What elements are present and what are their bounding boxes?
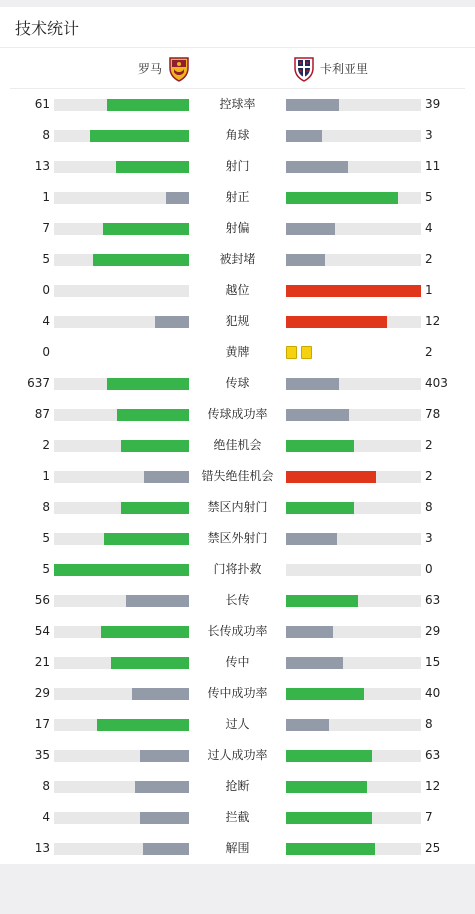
away-bar-track: [286, 595, 421, 607]
away-bar-track: [286, 254, 421, 266]
stat-label: 抢断: [225, 779, 250, 793]
home-bar-fill: [111, 657, 189, 669]
home-bar-track: [54, 595, 189, 607]
home-bar-track: [54, 130, 189, 142]
away-bar-track: [286, 812, 421, 824]
stat-label: 拦截: [225, 810, 250, 824]
home-bar-fill: [166, 192, 189, 204]
away-bar-track: [286, 440, 421, 452]
stat-label: 绝佳机会: [213, 438, 262, 452]
yellow-cards: [286, 346, 312, 359]
home-bar-track: [54, 812, 189, 824]
away-bar-track: [286, 502, 421, 514]
away-value: 15: [425, 655, 441, 669]
home-value: 5: [42, 252, 50, 266]
stat-row: [0, 151, 475, 182]
away-bar-track: [286, 192, 421, 204]
home-value: 13: [34, 159, 50, 173]
away-bar-track: [286, 130, 421, 142]
home-bar-fill: [135, 781, 189, 793]
home-value: 35: [34, 748, 50, 762]
away-value: 25: [425, 841, 441, 855]
stat-row: [0, 244, 475, 275]
home-bar-fill: [103, 223, 189, 235]
away-value: 5: [425, 190, 433, 204]
stat-label: 越位: [225, 283, 250, 297]
home-bar-fill: [144, 471, 189, 483]
home-value: 0: [42, 345, 50, 359]
stat-label: 过人: [225, 717, 250, 731]
stat-label: 门将扑救: [213, 562, 262, 576]
home-bar-track: [54, 409, 189, 421]
stat-label: 长传: [225, 593, 250, 607]
home-value: 2: [42, 438, 50, 452]
away-bar-fill: [286, 130, 322, 142]
home-bar-fill: [126, 595, 189, 607]
home-value: 87: [34, 407, 50, 421]
away-bar-track: [286, 99, 421, 111]
cagliari-crest-icon: [293, 56, 315, 82]
home-value: 17: [34, 717, 50, 731]
home-value: 4: [42, 314, 50, 328]
away-bar-track: [286, 750, 421, 762]
away-bar-fill: [286, 626, 333, 638]
stat-label: 传中成功率: [207, 686, 268, 700]
away-value: 2: [425, 469, 433, 483]
home-bar-fill: [97, 719, 189, 731]
away-value: 12: [425, 779, 441, 793]
away-bar-track: [286, 223, 421, 235]
home-bar-fill: [54, 564, 189, 576]
home-bar-fill: [93, 254, 189, 266]
home-bar-track: [54, 657, 189, 669]
stat-row: [0, 709, 475, 740]
home-bar-track: [54, 192, 189, 204]
away-team[interactable]: [293, 48, 368, 89]
away-bar-track: [286, 533, 421, 545]
stat-row: [0, 368, 475, 399]
home-value: 7: [42, 221, 50, 235]
home-bar-fill: [140, 812, 189, 824]
away-bar-track: [286, 657, 421, 669]
away-bar-track: [286, 285, 421, 297]
home-value: 1: [42, 469, 50, 483]
home-bar-fill: [101, 626, 189, 638]
home-bar-fill: [155, 316, 189, 328]
stat-row: [0, 337, 475, 368]
teams-row: [10, 48, 465, 89]
away-value: 40: [425, 686, 441, 700]
home-bar-track: [54, 254, 189, 266]
home-value: 8: [42, 500, 50, 514]
away-bar-fill: [286, 378, 339, 390]
away-bar-track: [286, 471, 421, 483]
home-bar-fill: [132, 688, 189, 700]
home-bar-track: [54, 471, 189, 483]
home-bar-fill: [90, 130, 189, 142]
stat-label: 传球成功率: [207, 407, 268, 421]
stat-label: 传球: [225, 376, 250, 390]
away-value: 3: [425, 128, 433, 142]
stat-label: 禁区内射门: [207, 500, 268, 514]
away-bar-fill: [286, 254, 325, 266]
away-bar-track: [286, 409, 421, 421]
stat-row: [0, 461, 475, 492]
stat-row: [0, 120, 475, 151]
away-value: 7: [425, 810, 433, 824]
home-bar-fill: [117, 409, 189, 421]
stat-label: 长传成功率: [207, 624, 268, 638]
home-value: 5: [42, 531, 50, 545]
away-bar-track: [286, 564, 421, 576]
away-bar-fill: [286, 812, 372, 824]
home-value: 56: [34, 593, 50, 607]
away-team-name: 卡利亚里: [320, 62, 369, 76]
stat-label: 射偏: [225, 221, 250, 235]
home-value: 21: [34, 655, 50, 669]
stat-label: 射正: [225, 190, 250, 204]
away-bar-track: [286, 378, 421, 390]
home-team[interactable]: [138, 48, 190, 89]
away-value: 1: [425, 283, 433, 297]
away-value: 2: [425, 345, 433, 359]
yellow-card-icon: [286, 346, 297, 359]
home-value: 29: [34, 686, 50, 700]
away-value: 8: [425, 500, 433, 514]
stat-label: 解围: [225, 841, 250, 855]
stat-label: 错失绝佳机会: [201, 469, 274, 483]
home-bar-fill: [140, 750, 189, 762]
away-value: 3: [425, 531, 433, 545]
away-bar-fill: [286, 533, 337, 545]
away-bar-fill: [286, 223, 335, 235]
away-bar-fill: [286, 688, 364, 700]
stat-row: [0, 585, 475, 616]
stat-label: 犯规: [225, 314, 250, 328]
home-bar-track: [54, 843, 189, 855]
away-bar-fill: [286, 502, 354, 514]
away-value: 403: [425, 376, 448, 390]
away-bar-fill: [286, 719, 329, 731]
home-bar-track: [54, 750, 189, 762]
stat-row: [0, 492, 475, 523]
home-bar-track: [54, 99, 189, 111]
away-bar-fill: [286, 285, 421, 297]
stat-row: [0, 182, 475, 213]
home-value: 8: [42, 128, 50, 142]
away-bar-fill: [286, 843, 375, 855]
away-bar-fill: [286, 595, 358, 607]
away-bar-fill: [286, 316, 387, 328]
away-bar-track: [286, 626, 421, 638]
stat-row: [0, 523, 475, 554]
stat-row: [0, 399, 475, 430]
home-bar-track: [54, 223, 189, 235]
away-value: 29: [425, 624, 441, 638]
home-value: 61: [34, 97, 50, 111]
stat-row: [0, 647, 475, 678]
away-value: 63: [425, 748, 441, 762]
stats-panel: [0, 7, 475, 864]
away-value: 2: [425, 252, 433, 266]
section-title: 技术统计: [15, 18, 80, 38]
home-bar-track: [54, 161, 189, 173]
stat-label: 禁区外射门: [207, 531, 268, 545]
away-bar-fill: [286, 471, 376, 483]
away-value: 0: [425, 562, 433, 576]
away-bar-track: [286, 843, 421, 855]
away-bar-fill: [286, 657, 343, 669]
away-value: 8: [425, 717, 433, 731]
stat-row: [0, 554, 475, 585]
stat-row: [0, 213, 475, 244]
home-value: 4: [42, 810, 50, 824]
stat-row: [0, 771, 475, 802]
stat-label: 过人成功率: [207, 748, 268, 762]
home-bar-fill: [107, 99, 189, 111]
home-bar-track: [54, 626, 189, 638]
home-value: 54: [34, 624, 50, 638]
away-bar-track: [286, 161, 421, 173]
home-value: 1: [42, 190, 50, 204]
away-value: 4: [425, 221, 433, 235]
away-value: 12: [425, 314, 441, 328]
home-bar-track: [54, 316, 189, 328]
home-bar-track: [54, 688, 189, 700]
stat-row: [0, 616, 475, 647]
home-bar-track: [54, 564, 189, 576]
stat-label: 控球率: [219, 97, 256, 111]
home-bar-fill: [143, 843, 189, 855]
away-bar-fill: [286, 440, 354, 452]
stat-row: [0, 306, 475, 337]
home-bar-track: [54, 502, 189, 514]
home-value: 8: [42, 779, 50, 793]
home-value: 5: [42, 562, 50, 576]
home-bar-track: [54, 533, 189, 545]
stat-row: [0, 833, 475, 864]
away-bar-track: [286, 719, 421, 731]
away-value: 39: [425, 97, 441, 111]
stat-label: 角球: [225, 128, 250, 142]
away-bar-fill: [286, 781, 367, 793]
home-bar-fill: [121, 502, 189, 514]
stat-label: 传中: [225, 655, 250, 669]
away-bar-fill: [286, 99, 339, 111]
away-bar-fill: [286, 192, 398, 204]
yellow-card-icon: [301, 346, 312, 359]
away-bar-fill: [286, 409, 349, 421]
stat-label: 黄牌: [225, 345, 250, 359]
stat-row: [0, 430, 475, 461]
home-bar-track: [54, 781, 189, 793]
away-value: 2: [425, 438, 433, 452]
away-bar-track: [286, 688, 421, 700]
home-team-name: 罗马: [138, 62, 163, 76]
home-bar-fill: [121, 440, 189, 452]
away-bar-fill: [286, 750, 372, 762]
roma-crest-icon: [168, 56, 190, 82]
away-bar-track: [286, 781, 421, 793]
stat-row: [0, 89, 475, 120]
home-bar-track: [54, 285, 189, 297]
away-bar-track: [286, 316, 421, 328]
stat-row: [0, 740, 475, 771]
away-value: 78: [425, 407, 441, 421]
stat-label: 射门: [225, 159, 250, 173]
home-value: 13: [34, 841, 50, 855]
home-bar-track: [54, 378, 189, 390]
away-bar-fill: [286, 161, 348, 173]
home-bar-fill: [107, 378, 189, 390]
away-value: 63: [425, 593, 441, 607]
section-header: [0, 7, 475, 48]
home-bar-fill: [116, 161, 189, 173]
stat-row: [0, 802, 475, 833]
stat-row: [0, 678, 475, 709]
home-bar-fill: [104, 533, 189, 545]
home-value: 637: [27, 376, 50, 390]
stat-label: 被封堵: [219, 252, 256, 266]
home-bar-track: [54, 440, 189, 452]
stat-row: [0, 275, 475, 306]
away-value: 11: [425, 159, 441, 173]
home-value: 0: [42, 283, 50, 297]
home-bar-track: [54, 719, 189, 731]
